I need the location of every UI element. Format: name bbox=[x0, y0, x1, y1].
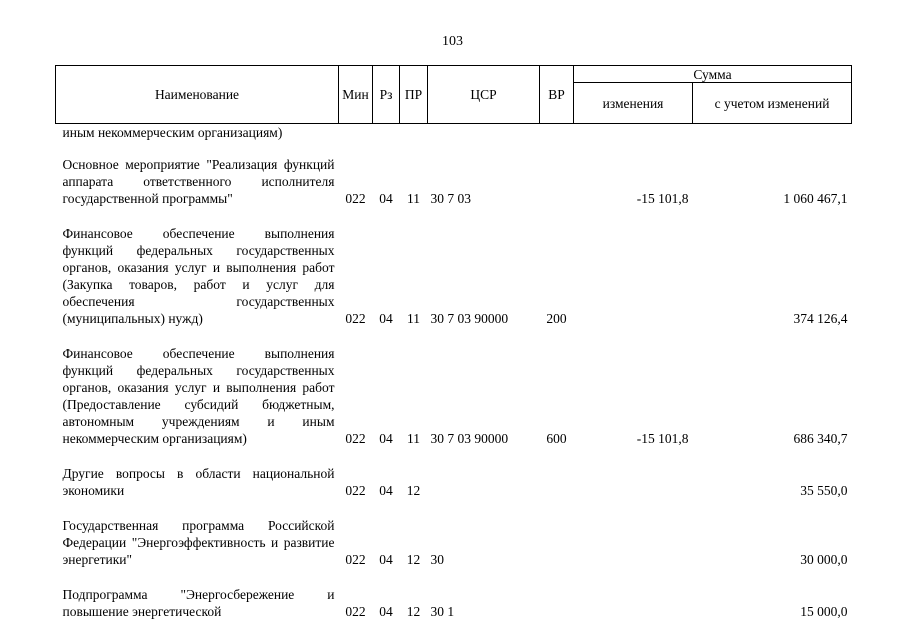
row-csr: 30 7 03 90000 bbox=[430, 431, 509, 446]
row-pr: 12 bbox=[406, 604, 421, 619]
row-total: 35 550,0 bbox=[800, 483, 848, 498]
row-name: Подпрограмма "Энергосбережение и повышение энергетической bbox=[62, 587, 335, 619]
row-total: 374 126,4 bbox=[793, 311, 848, 326]
row-change bbox=[574, 216, 693, 336]
row-change bbox=[574, 508, 693, 577]
row-change: -15 101,8 bbox=[636, 191, 689, 206]
header-change: изменения bbox=[574, 83, 693, 124]
header-vr: ВР bbox=[540, 66, 574, 124]
table-row bbox=[56, 336, 852, 456]
row-total bbox=[693, 124, 852, 148]
row-min: 022 bbox=[345, 191, 366, 206]
row-rz: 04 bbox=[379, 604, 393, 619]
row-rz: 04 bbox=[379, 552, 393, 567]
row-rz: 04 bbox=[379, 431, 393, 446]
row-min: 022 bbox=[345, 483, 366, 498]
row-vr bbox=[540, 147, 574, 216]
row-rz: 04 bbox=[379, 483, 393, 498]
table-row bbox=[56, 577, 852, 629]
row-total: 686 340,7 bbox=[793, 431, 848, 446]
row-pr: 11 bbox=[407, 311, 420, 326]
row-name: Финансовое обеспечение выполнения функций федеральных государственных органов, оказания услуг и выполнения работ (Предоставление субсидий бюджетным, автономным учреждениям и иным некоммерческим организациям) bbox=[62, 346, 335, 446]
row-csr: 30 7 03 90000 bbox=[430, 311, 509, 326]
row-name: Другие вопросы в области национальной экономики bbox=[62, 466, 335, 498]
row-vr bbox=[540, 508, 574, 577]
table-row bbox=[56, 216, 852, 336]
row-min: 022 bbox=[345, 604, 366, 619]
header-with-change: с учетом изменений bbox=[693, 83, 852, 124]
table-row bbox=[56, 124, 852, 148]
row-change: -15 101,8 bbox=[636, 431, 689, 446]
row-pr: 11 bbox=[407, 191, 420, 206]
row-pr: 11 bbox=[407, 431, 420, 446]
row-vr bbox=[540, 456, 574, 508]
row-pr: 12 bbox=[406, 483, 421, 498]
budget-table bbox=[55, 65, 852, 629]
row-min: 022 bbox=[345, 552, 366, 567]
header-sum: Сумма bbox=[574, 66, 852, 83]
header-min: Мин bbox=[339, 66, 373, 124]
row-vr: 600 bbox=[546, 431, 567, 446]
row-min: 022 bbox=[345, 311, 366, 326]
row-rz bbox=[373, 124, 400, 148]
row-min: 022 bbox=[345, 431, 366, 446]
row-total: 30 000,0 bbox=[800, 552, 848, 567]
row-vr bbox=[540, 577, 574, 629]
row-name: Основное мероприятие "Реализация функций аппарата ответственного исполнителя государственной программы" bbox=[62, 157, 335, 206]
row-rz: 04 bbox=[379, 311, 393, 326]
row-name: Финансовое обеспечение выполнения функций федеральных государственных органов, оказания услуг и выполнения работ (Закупка товаров, работ и услуг для обеспечения государственных (муниципальных) нужд) bbox=[62, 226, 335, 326]
row-csr bbox=[428, 124, 540, 148]
row-name: иным некоммерческим организациям) bbox=[62, 125, 283, 140]
row-csr bbox=[428, 456, 540, 508]
row-vr bbox=[540, 124, 574, 148]
row-change bbox=[574, 456, 693, 508]
row-vr: 200 bbox=[546, 311, 567, 326]
row-pr bbox=[400, 124, 428, 148]
row-csr: 30 1 bbox=[430, 604, 455, 619]
table-row bbox=[56, 147, 852, 216]
row-pr: 12 bbox=[406, 552, 421, 567]
header-name: Наименование bbox=[56, 66, 339, 124]
row-total: 15 000,0 bbox=[800, 604, 848, 619]
row-csr: 30 7 03 bbox=[430, 191, 471, 206]
page-number: 103 bbox=[442, 34, 463, 49]
header-csr: ЦСР bbox=[428, 66, 540, 124]
row-name: Государственная программа Российской Федерации "Энергоэффективность и развитие энергетики" bbox=[62, 518, 335, 567]
row-min bbox=[339, 124, 373, 148]
row-change bbox=[574, 577, 693, 629]
table-row bbox=[56, 508, 852, 577]
header-pr: ПР bbox=[400, 66, 428, 124]
row-csr: 30 bbox=[430, 552, 444, 567]
header-rz: Рз bbox=[373, 66, 400, 124]
table-row bbox=[56, 456, 852, 508]
row-total: 1 060 467,1 bbox=[783, 191, 848, 206]
row-change bbox=[574, 124, 693, 148]
row-rz: 04 bbox=[379, 191, 393, 206]
